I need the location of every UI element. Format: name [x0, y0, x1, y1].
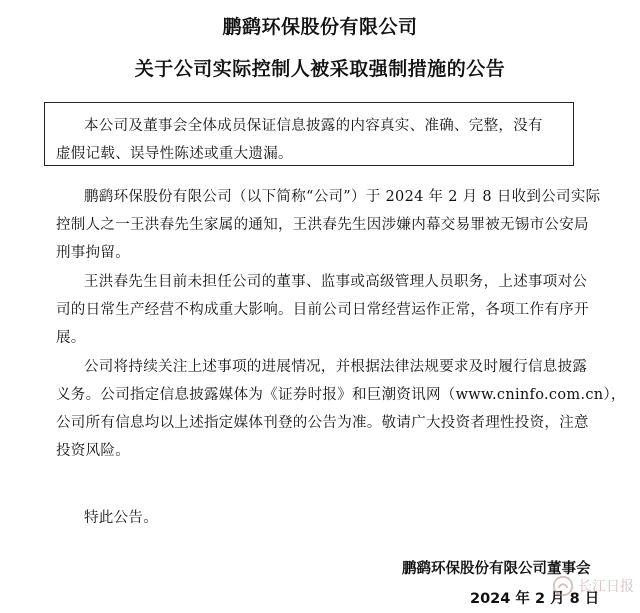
paragraph-1-line-3: 刑事拘留。 [56, 245, 130, 261]
signature-board: 鹏鹞环保股份有限公司董事会 [402, 561, 591, 577]
closing-statement: 特此公告。 [84, 510, 158, 526]
announcement-title: 关于公司实际控制人被采取强制措施的公告 [134, 58, 506, 80]
paragraph-3-line-1: 公司将持续关注上述事项的进展情况，并根据法律法规要求及时履行信息披露 [84, 359, 588, 375]
paragraph-3-line-2: 义务。公司指定信息披露媒体为《证券时报》和巨潮资讯网（www.cninfo.com.cn）， [56, 387, 626, 403]
paragraph-1-line-2: 控制人之一王洪春先生家属的通知，王洪春先生因涉嫌内幕交易罪被无锡市公安局 [56, 217, 589, 233]
watermark-logo-icon [552, 575, 574, 597]
paragraph-1-line-1: 鹏鹞环保股份有限公司（以下简称“公司”）于 2024 年 2 月 8 日收到公司实际 [84, 189, 601, 205]
paragraph-2-line-3: 展。 [56, 330, 86, 346]
paragraph-3-line-4: 投资风险。 [56, 443, 130, 459]
paragraph-2-line-1: 王洪春先生目前未担任公司的董事、监事或高级管理人员职务，上述事项对公 [84, 274, 588, 290]
paragraph-2-line-2: 司的日常生产经营不构成重大影响。目前公司日常经营运作正常，各项工作有序开 [56, 302, 589, 318]
watermark [552, 575, 634, 597]
watermark-text: 长江日报 [578, 579, 634, 595]
company-title: 鹏鹞环保股份有限公司 [222, 16, 418, 38]
notice-line-2: 虚假记载、误导性陈述或重大遗漏。 [56, 146, 293, 162]
notice-line-1: 本公司及董事会全体成员保证信息披露的内容真实、准确、完整，没有 [84, 118, 543, 134]
paragraph-3-line-3: 公司所有信息均以上述指定媒体刊登的公告为准。敬请广大投资者理性投资，注意 [56, 415, 589, 431]
signature-date: 2024 年 2 月 8 日 [470, 591, 600, 607]
